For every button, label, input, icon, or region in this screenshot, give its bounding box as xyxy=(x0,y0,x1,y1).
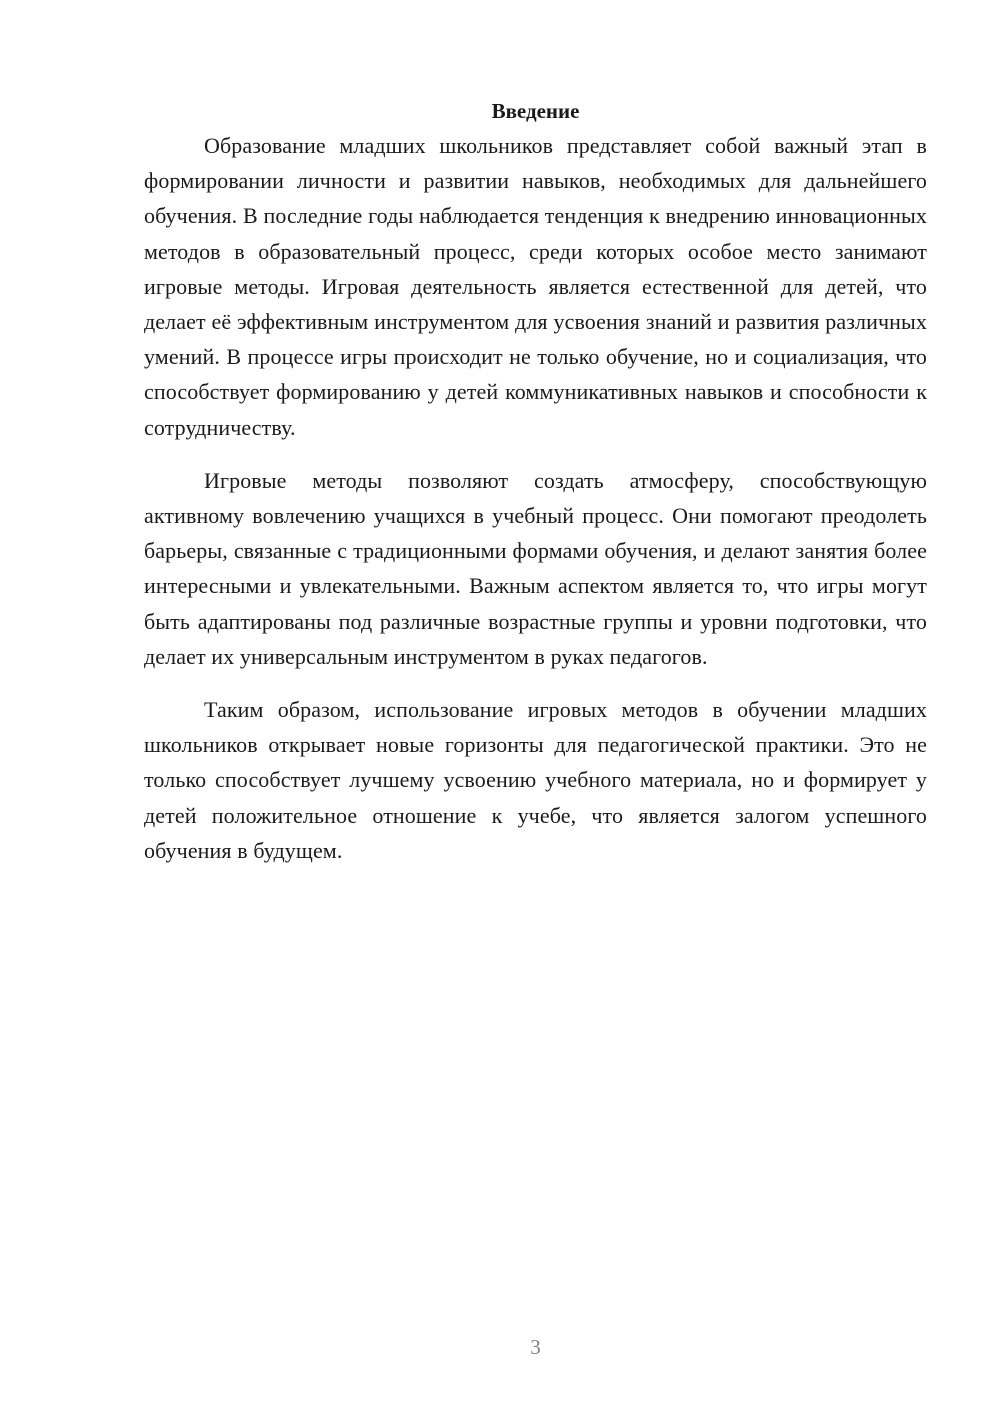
paragraph-3: Таким образом, использование игровых методов в обучении младших школьников открывает новые горизонты для педагогической практики. Это не только способствует лучшему усвоению учебного материала, но и формирует у детей положительное отношение к учебе, что является залогом успешного обучения в будущем. xyxy=(144,697,927,863)
page-number: 3 xyxy=(530,1335,541,1359)
paragraph-1: Образование младших школьников представляет собой важный этап в формировании личности и развитии навыков, необходимых для дальнейшего обучения. В последние годы наблюдается тенденция к внедрению инновационных методов в образовательный процесс, среди которых особое место занимают игровые методы. Игровая деятельность является естественной для детей, что делает её эффективным инструментом для усвоения знаний и развития различных умений. В процессе игры происходит не только обучение, но и социализация, что способствует формированию у детей коммуникативных навыков и способности к сотрудничеству. xyxy=(144,133,927,440)
section-heading: Введение xyxy=(491,99,580,123)
page-content xyxy=(144,96,927,868)
paragraph-2: Игровые методы позволяют создать атмосферу, способствующую активному вовлечению учащихся в учебный процесс. Они помогают преодолеть барьеры, связанные с традиционными формами обучения, и делают занятия более интересными и увлекательными. Важным аспектом является то, что игры могут быть адаптированы под различные возрастные группы и уровни подготовки, что делает их универсальным инструментом в руках педагогов. xyxy=(144,467,927,669)
